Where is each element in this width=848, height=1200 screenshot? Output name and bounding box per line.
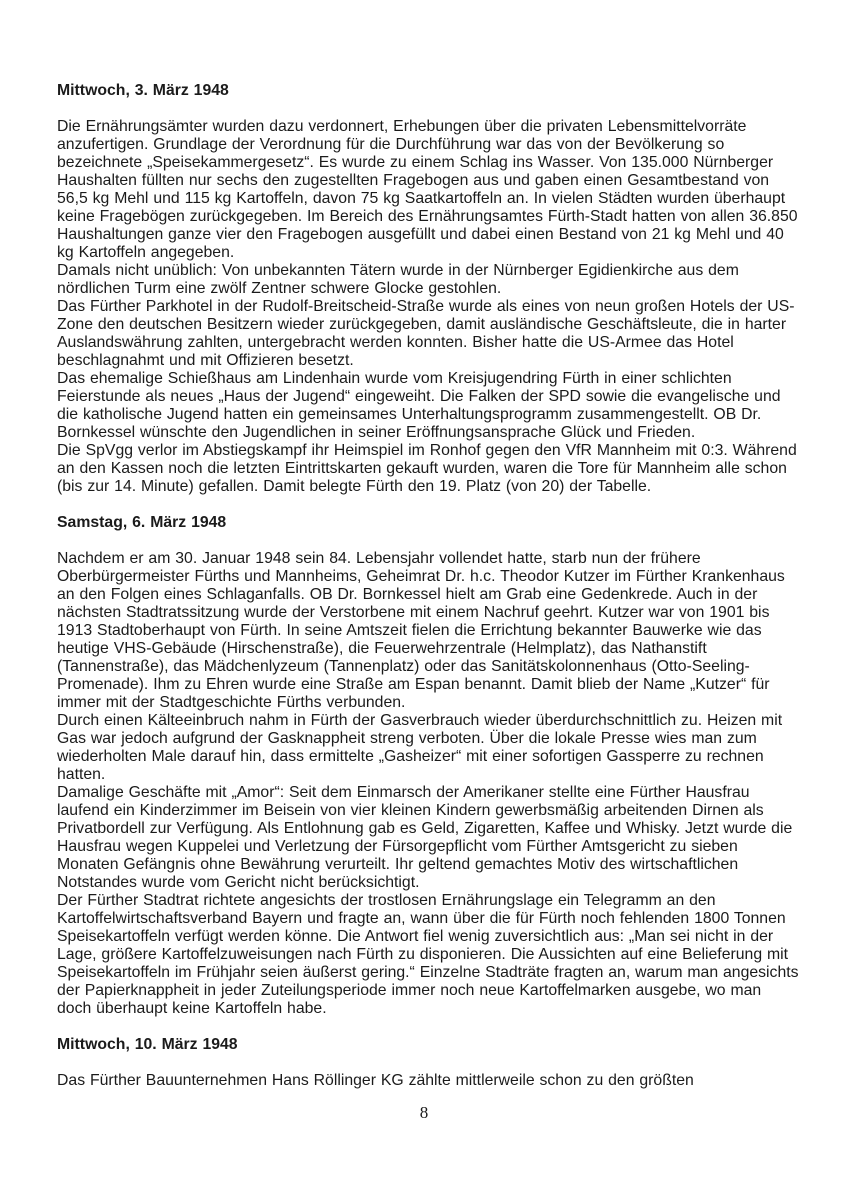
paragraph: Damals nicht unüblich: Von unbekannten Tätern wurde in der Nürnberger Egidienkirche aus dem nördlichen Turm eine zwölf Zentner schwere Glocke gestohlen. xyxy=(57,262,739,297)
paragraph: Das Fürther Parkhotel in der Rudolf-Breitscheid-Straße wurde als eines von neun großen Hotels der US-Zone den deutschen Besitzern wieder zurückgegeben, damit ausländische Geschäftsleute, die in harter Auslandswährung zahlten, untergebracht werden konnten. Bisher hatte die US-Armee das Hotel beschlagnahmt und mit Offizieren besetzt. xyxy=(57,298,795,369)
paragraph: Der Fürther Stadtrat richtete angesichts der trostlosen Ernährungslage ein Telegramm an den Kartoffelwirtschaftsverband Bayern und fragte an, wann über die für Fürth noch fehlenden 1800 Tonnen Speisekartoffeln verfügt werden könne. Die Antwort fiel wenig zuversichtlich aus: „Man sei nicht in der Lage, größere Kartoffelzuweisungen nach Fürth zu disponieren. Die Aussichten auf eine Belieferung mit Speisekartoffeln im Frühjahr seien äußerst gering.“ Einzelne Stadträte fragten an, warum man angesichts der Papierknappheit in jeder Zuteilungsperiode immer noch neue Kartoffelmarken ausgebe, wo man doch überhaupt keine Kartoffeln habe. xyxy=(57,892,799,1017)
document-body xyxy=(57,82,799,1090)
paragraph: Nachdem er am 30. Januar 1948 sein 84. Lebensjahr vollendet hatte, starb nun der frühere Oberbürgermeister Fürths und Mannheims, Geheimrat Dr. h.c. Theodor Kutzer im Fürther Krankenhaus an den Folgen eines Schlaganfalls. OB Dr. Bornkessel hielt am Grab eine Gedenkrede. Auch in der nächsten Stadtratssitzung wurde der Verstorbene mit einem Nachruf geehrt. Kutzer war von 1901 bis 1913 Stadtoberhaupt von Fürth. In seine Amtszeit fielen die Errichtung bekannter Bauwerke wie das heutige VHS-Gebäude (Hirschenstraße), die Feuerwehrzentrale (Helmplatz), das Nathanstift (Tannenstraße), das Mädchenlyzeum (Tannenplatz) oder das Sanitätskolonnenhaus (Otto-Seeling-Promenade). Ihm zu Ehren wurde eine Straße am Espan benannt. Damit blieb der Name „Kutzer“ für immer mit der Stadtgeschichte Fürths verbunden. xyxy=(57,550,785,711)
section-heading: Samstag, 6. März 1948 xyxy=(57,514,227,531)
section-heading: Mittwoch, 10. März 1948 xyxy=(57,1036,238,1053)
page-number: 8 xyxy=(419,1103,429,1122)
paragraph: Damalige Geschäfte mit „Amor“: Seit dem Einmarsch der Amerikaner stellte eine Fürther Hausfrau laufend ein Kinderzimmer im Beisein von vier kleinen Kindern gewerbsmäßig arbeitenden Dirnen als Privatbordell zur Verfügung. Als Entlohnung gab es Geld, Zigaretten, Kaffee und Whisky. Jetzt wurde die Hausfrau wegen Kuppelei und Verletzung der Fürsorgepflicht vom Fürther Amtsgericht zu sieben Monaten Gefängnis ohne Bewährung verurteilt. Ihr geltend gemachtes Motiv des wirtschaftlichen Notstandes wurde vom Gericht nicht berücksichtigt. xyxy=(57,784,793,891)
section-heading: Mittwoch, 3. März 1948 xyxy=(57,82,229,99)
paragraph: Das Fürther Bauunternehmen Hans Röllinger KG zählte mittlerweile schon zu den größten xyxy=(57,1072,694,1089)
paragraph: Die SpVgg verlor im Abstiegskampf ihr Heimspiel im Ronhof gegen den VfR Mannheim mit 0:3. Während an den Kassen noch die letzten Eintrittskarten gekauft wurden, waren die Tore für Mannheim alle schon (bis zur 14. Minute) gefallen. Damit belegte Fürth den 19. Platz (von 20) der Tabelle. xyxy=(57,442,797,495)
paragraph: Durch einen Kälteeinbruch nahm in Fürth der Gasverbrauch wieder überdurchschnittlich zu. Heizen mit Gas war jedoch aufgrund der Gasknappheit streng verboten. Über die lokale Presse wies man zum wiederholten Male darauf hin, dass ermittelte „Gasheizer“ mit einer sofortigen Gassperre zu rechnen hatten. xyxy=(57,712,783,783)
paragraph: Das ehemalige Schießhaus am Lindenhain wurde vom Kreisjugendring Fürth in einer schlichten Feierstunde als neues „Haus der Jugend“ eingeweiht. Die Falken der SPD sowie die evangelische und die katholische Jugend hatten ein gemeinsames Unterhaltungsprogramm zusammengestellt. OB Dr. Bornkessel wünschte den Jugendlichen in seiner Eröffnungsansprache Glück und Frieden. xyxy=(57,370,781,441)
paragraph: Die Ernährungsämter wurden dazu verdonnert, Erhebungen über die privaten Lebensmittelvorräte anzufertigen. Grundlage der Verordnung für die Durchführung war das von der Bevölkerung so bezeichnete „Speisekammergesetz“. Es wurde zu einem Schlag ins Wasser. Von 135.000 Nürnberger Haushalten füllten nur sechs den zugestellten Fragebogen aus und gaben einen Gesamtbestand von 56,5 kg Mehl und 115 kg Kartoffeln, davon 75 kg Saatkartoffeln an. In vielen Städten wurden überhaupt keine Fragebögen zurückgegeben. Im Bereich des Ernährungsamtes Fürth-Stadt hatten von allen 36.850 Haushaltungen ganze vier den Fragebogen ausgefüllt und dabei einen Bestand von 21 kg Mehl und 40 kg Kartoffeln angegeben. xyxy=(57,118,798,261)
